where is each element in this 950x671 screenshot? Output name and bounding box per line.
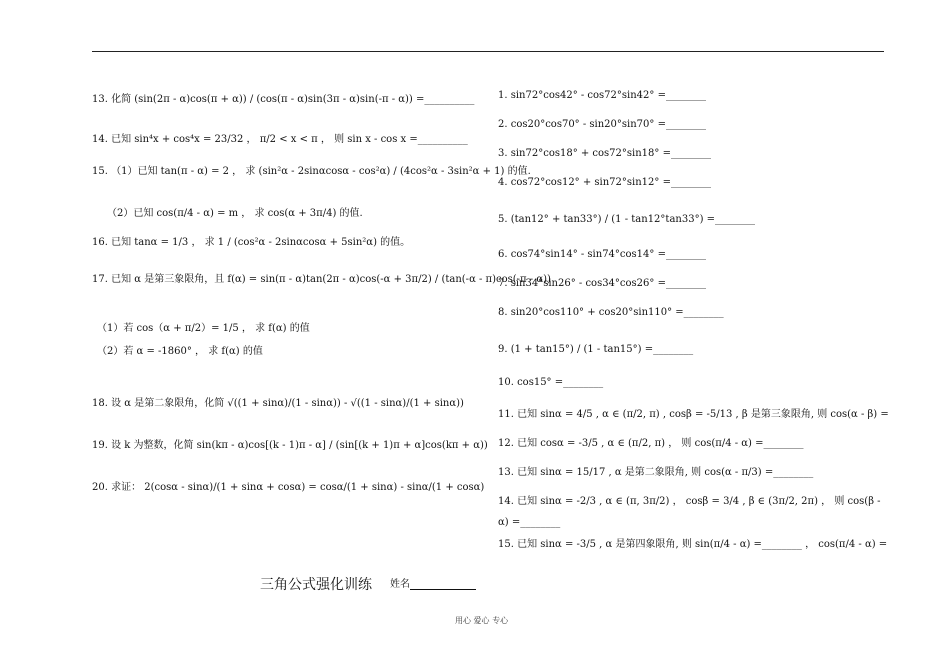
left-question-14: 14. 已知 sin⁴x + cos⁴x = 23/32 ， π/2 < x < π ， 则 sin x - cos x =__________: [92, 134, 468, 145]
left-question-15-1: 15. （1）已知 tan(π - α) = 2 ， 求 (sin²α - 2sinαcosα - cos²α) / (4cos²α - 3sin²α + 1) 的值.: [92, 166, 531, 177]
left-question-15-2: （2）已知 cos(π/4 - α) = m ， 求 cos(α + 3π/4) 的值.: [107, 208, 363, 219]
page-footer: 用心 爱心 专心: [455, 616, 509, 625]
right-question-3: 3. sin72°cos18° + cos72°sin18° =________: [498, 148, 711, 159]
right-question-11: 11. 已知 sinα = 4/5 , α ∈ (π/2, π) , cosβ = -5/13 , β 是第三象限角, 则 cos(α - β) =: [498, 409, 889, 420]
left-question-18: 18. 设 α 是第二象限角，化简 √((1 + sinα)/(1 - sinα)) - √((1 - sinα)/(1 + sinα)): [92, 398, 464, 409]
right-question-14-cont: α) =________: [498, 517, 561, 528]
left-question-17: 17. 已知 α 是第三象限角，且 f(α) = sin(π - α)tan(2π - α)cos(-α + 3π/2) / (tan(-α - π)cos(-π - α)): [92, 274, 551, 285]
right-question-10: 10. cos15° =________: [498, 377, 604, 388]
right-question-12: 12. 已知 cosα = -3/5 , α ∈ (π/2, π) ， 则 cos(π/4 - α) =________: [498, 438, 804, 449]
name-label: 姓名: [390, 579, 410, 590]
right-question-2: 2. cos20°cos70° - sin20°sin70° =________: [498, 119, 706, 130]
name-blank: [410, 578, 476, 590]
right-question-7: 7. sin34°sin26° - cos34°cos26° =________: [498, 278, 706, 289]
right-question-14: 14. 已知 sinα = -2/3 , α ∈ (π, 3π/2) ， cosβ = 3/4 , β ∈ (3π/2, 2π) ， 则 cos(β -: [498, 496, 881, 507]
left-question-20: 20. 求证： 2(cosα - sinα)/(1 + sinα + cosα) = cosα/(1 + sinα) - sinα/(1 + cosα): [92, 482, 485, 493]
left-question-13: 13. 化简 (sin(2π - α)cos(π + α)) / (cos(π - α)sin(3π - α)sin(-π - α)) =__________: [92, 94, 475, 105]
right-question-1: 1. sin72°cos42° - cos72°sin42° =________: [498, 90, 706, 101]
right-question-9: 9. (1 + tan15°) / (1 - tan15°) =________: [498, 344, 694, 355]
worksheet-title: 三角公式强化训练: [260, 577, 372, 593]
header-rule: [92, 51, 884, 52]
right-question-4: 4. cos72°cos12° + sin72°sin12° =________: [498, 177, 711, 188]
left-question-19: 19. 设 k 为整数，化简 sin(kπ - α)cos[(k - 1)π - α] / (sin[(k + 1)π + α]cos(kπ + α)): [92, 440, 488, 451]
left-question-16: 16. 已知 tanα = 1/3 ， 求 1 / (cos²α - 2sinαcosα + 5sin²α) 的值。: [92, 237, 411, 248]
right-question-13: 13. 已知 sinα = 15/17 , α 是第二象限角, 则 cos(α - π/3) =________: [498, 467, 814, 478]
name-field: [390, 575, 476, 590]
left-question-17-2: （2）若 α = -1860° ， 求 f(α) 的值: [97, 346, 263, 357]
right-question-15: 15. 已知 sinα = -3/5 , α 是第四象限角, 则 sin(π/4 - α) =________ ， cos(π/4 - α) =: [498, 539, 888, 550]
left-question-17-1: （1）若 cos（α + π/2）= 1/5 ， 求 f(α) 的值: [97, 323, 310, 334]
right-question-5: 5. (tan12° + tan33°) / (1 - tan12°tan33°) =________: [498, 214, 756, 225]
right-question-6: 6. cos74°sin14° - sin74°cos14° =________: [498, 249, 706, 260]
right-question-8: 8. sin20°cos110° + cos20°sin110° =________: [498, 307, 724, 318]
